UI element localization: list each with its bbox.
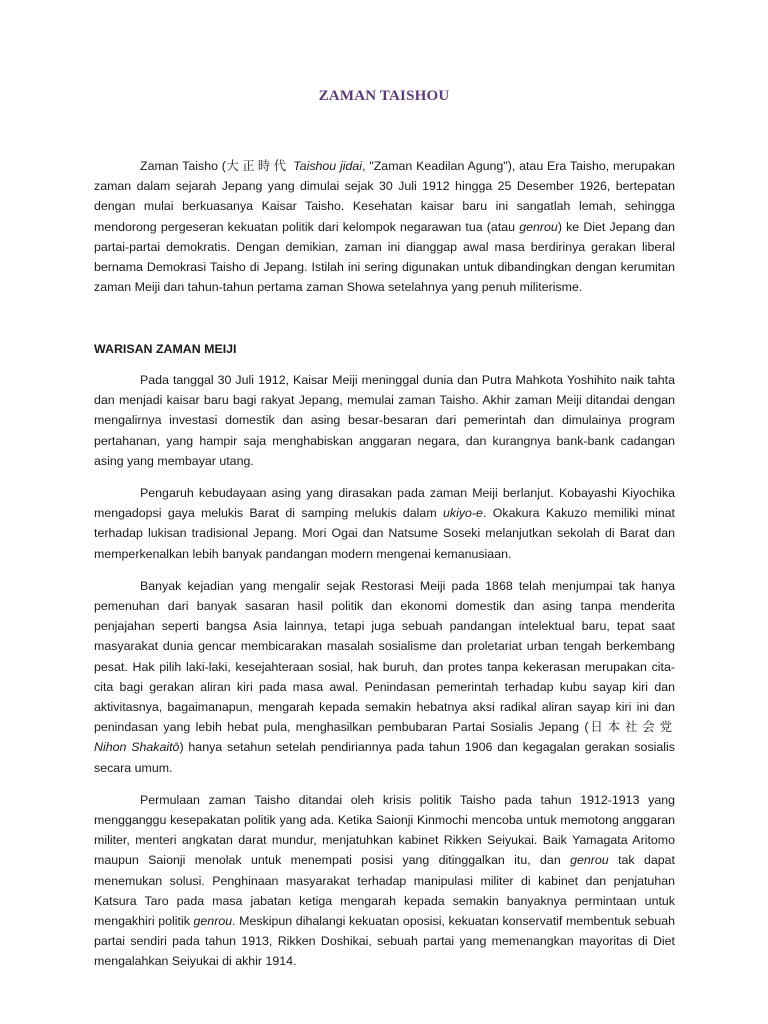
p3-text-3: ) hanya setahun setelah pendiriannya pada tahun 1906 dan kegagalan gerakan sosialis secara umum.	[94, 740, 675, 775]
paragraph-1: Pada tanggal 30 Juli 1912, Kaisar Meiji meninggal dunia dan Putra Mahkota Yoshihito naik tahta dan menjadi kaisar baru bagi rakyat Jepang, memulai zaman Taisho. Akhir zaman Meiji ditandai dengan mengalirnya investasi domestik dan asing besar-besaran dari pemerintah dan dimulainya program pertahanan, yang hampir saja menghabiskan anggaran negara, dan kurangnya bank-bank cadangan asing yang membayar utang.	[94, 373, 675, 468]
document-body	[94, 156, 675, 297]
paragraph-4	[94, 790, 675, 972]
intro-text-3: , "Zaman Keadilan Agung"), atau Era Taisho, merupakan zaman dalam sejarah Jepang yang dimulai sejak 30 Juli 1912 hingga 25 Desember 1926, bertepatan dengan mulai berkuasanya Kaisar Taisho. Kesehatan kaisar baru ini sangatlah lemah, sehingga mendorong pergeseran kekuatan politik dari kelompok negarawan tua (atau	[94, 159, 675, 234]
intro-genrou: genrou	[519, 219, 558, 234]
p4-genrou-2: genrou	[193, 914, 233, 929]
paragraph-3	[94, 576, 675, 778]
p4-text-2: tak dapat menemukan solusi. Penghinaan masyarakat terhadap manipulasi militer di kabinet dan penjatuhan Katsura Taro pada masa jabatan ketiga mengarah kepada semakin banyaknya permintaan untuk mengakhiri politik	[94, 853, 675, 929]
p3-text-1: Banyak kejadian yang mengalir sejak Restorasi Meiji pada 1868 telah menjumpai tak hanya pemenuhan dari banyak sasaran hasil politik dan ekonomi domestik dan asing tanpa menderita penjajahan seperti bangsa Asia lainnya, tetapi juga sebuah pandangan intelektual baru, tepat saat masyarakat dunia gencar membicarakan masalah sosialisme dan proletariat urban tengah berkembang pesat. Hak pilih laki-laki, kesejahteraan sosial, hak buruh, dan protes tanpa kekerasan merupakan cita-cita bagi gerakan aliran kiri pada masa awal. Penindasan pemerintah terhadap kubu sayap kiri dan aktivitasnya, bagaimanapun, mengarah kepada semakin hebatnya aksi radikal aliran sayap kiri ini dan penindasan yang lebih hebat pula, menghasilkan pembubaran Partai Sosialis Jepang (	[94, 578, 675, 735]
p2-ukiyoe: ukiyo-e	[443, 506, 483, 521]
intro-kanji: 大正時代	[225, 158, 290, 173]
intro-text-1: Zaman Taisho (	[140, 159, 226, 173]
section-body	[94, 370, 675, 972]
p4-text-1: Permulaan zaman Taisho ditandai oleh krisis politik Taisho pada tahun 1912-1913 yang mengganggu kesepakatan politik yang ada. Ketika Saionji Kinmochi mencoba untuk memotong anggaran militer, menteri angkatan darat mundur, menjatuhkan kabinet Rikken Seiyukai. Baik Yamagata Aritomo maupun Saionji menolak untuk menempati posisi yang ditinggalkan itu, dan	[94, 792, 675, 868]
intro-text-4: ) ke Diet Jepang dan partai-partai demokratis. Dengan demikian, zaman ini dianggap awal masa berdirinya gerakan liberal bernama Demokrasi Taisho di Jepang. Istilah ini sering digunakan untuk dibandingkan dengan kerumitan zaman Meiji dan tahun-tahun pertama zaman Showa setelahnya yang penuh militerisme.	[94, 219, 676, 295]
section-heading-wrap	[94, 339, 675, 359]
p2-text-2: . Okakura Kakuzo memiliki minat terhadap lukisan tradisional Jepang. Mori Ogai dan Natsume Soseki melanjutkan sekolah di Barat dan memperkenalkan lebih banyak pandangan modern mengenai kemanusiaan.	[94, 506, 675, 561]
p4-text-3: . Meskipun dihalangi kekuatan oposisi, kekuatan konservatif membentuk sebuah partai sendiri pada tahun 1913, Rikken Doshikai, sebuah partai yang memenangkan mayoritas di Diet mengalahkan Seiyukai di akhir 1914.	[94, 914, 675, 969]
p3-kanji: 日本社会党	[588, 719, 675, 735]
intro-paragraph	[94, 156, 675, 297]
p4-genrou-1: genrou	[570, 853, 609, 868]
intro-romaji: Taishou jidai	[293, 159, 363, 173]
section-heading: WARISAN ZAMAN MEIJI	[94, 342, 237, 356]
paragraph-2	[94, 483, 675, 564]
document-title: ZAMAN TAISHOU	[318, 88, 450, 104]
p3-romaji: Nihon Shakaitō	[94, 740, 180, 755]
p2-text-1: Pengaruh kebudayaan asing yang dirasakan pada zaman Meiji berlanjut. Kobayashi Kiyochika mengadopsi gaya melukis Barat di samping melukis dalam	[94, 486, 675, 521]
